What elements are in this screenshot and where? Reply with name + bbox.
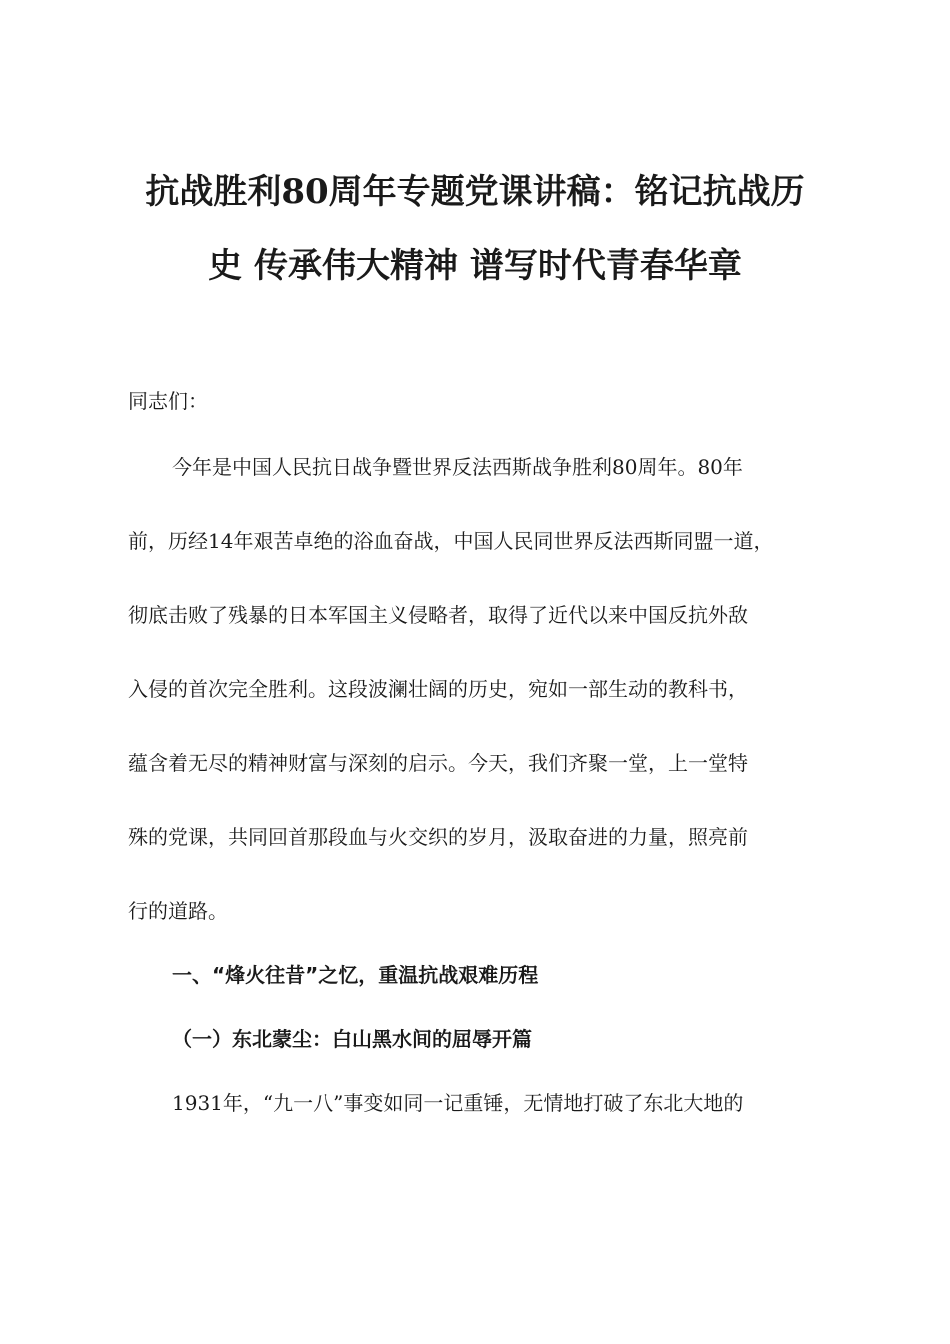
intro-line-6: 殊的党课，共同回首那段血与火交织的岁月，汲取奋进的力量，照亮前 xyxy=(128,825,748,849)
salutation: 同志们： xyxy=(128,389,208,413)
subsection-heading: （一）东北蒙尘：白山黑水间的屈辱开篇 xyxy=(172,1027,532,1051)
body-line-1: 1931年，“九一八”事变如同一记重锤，无情地打破了东北大地的 xyxy=(172,1091,744,1115)
document-title-line-2: 史 传承伟大精神 谱写时代青春华章 xyxy=(208,246,742,286)
section-heading: 一、“烽火往昔”之忆，重温抗战艰难历程 xyxy=(172,963,539,987)
intro-line-7: 行的道路。 xyxy=(128,899,228,923)
intro-line-4: 入侵的首次完全胜利。这段波澜壮阔的历史，宛如一部生动的教科书， xyxy=(128,677,748,701)
intro-line-5: 蕴含着无尽的精神财富与深刻的启示。今天，我们齐聚一堂，上一堂特 xyxy=(128,751,748,775)
intro-line-2: 前，历经14年艰苦卓绝的浴血奋战，中国人民同世界反法西斯同盟一道， xyxy=(128,529,774,553)
intro-line-1: 今年是中国人民抗日战争暨世界反法西斯战争胜利80周年。80年 xyxy=(172,455,743,479)
document-title-line-1: 抗战胜利80周年专题党课讲稿：铭记抗战历 xyxy=(145,172,805,212)
intro-line-3: 彻底击败了残暴的日本军国主义侵略者，取得了近代以来中国反抗外敌 xyxy=(128,603,748,627)
